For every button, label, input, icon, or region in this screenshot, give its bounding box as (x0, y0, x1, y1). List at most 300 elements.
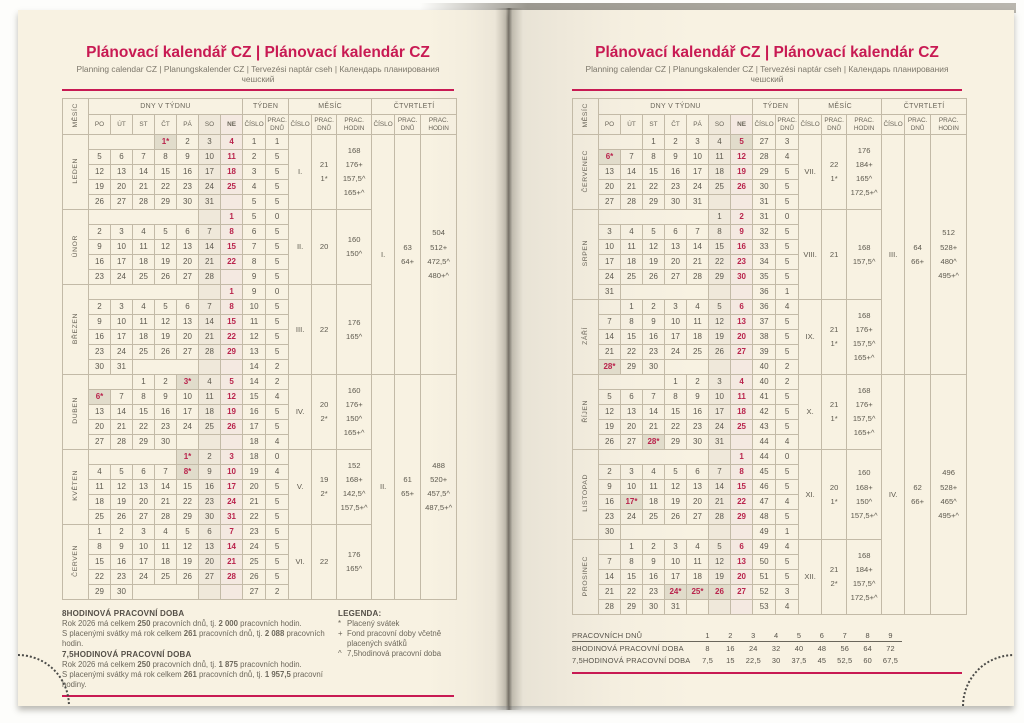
week-number-cell: 27 (243, 585, 266, 600)
day-cell: 7 (599, 315, 621, 330)
day-cell: 24 (687, 180, 709, 195)
day-cell: 10 (133, 540, 155, 555)
day-cell: 18 (731, 405, 753, 420)
day-cell: 16 (89, 330, 111, 345)
week-number-cell: 4 (243, 180, 266, 195)
day-cell: 1 (89, 525, 111, 540)
day-cell: 7 (687, 225, 709, 240)
week-workdays-cell: 5 (266, 150, 289, 165)
day-cell: 16 (199, 480, 221, 495)
day-cell: 9 (643, 315, 665, 330)
header-month-number: ČÍSLO (289, 115, 312, 135)
page-subtitle: Planning calendar CZ | Planungskalender CZ | Tervezési naptár cseh | Календарь планирования чешский (76, 64, 440, 85)
week-number-cell: 43 (753, 420, 776, 435)
week-workdays-cell: 5 (266, 480, 289, 495)
week-workdays-cell: 5 (776, 480, 799, 495)
scale-value: 64 (863, 644, 872, 654)
calendar-table-second-half (572, 98, 967, 615)
day-cell: 3 (665, 300, 687, 315)
day-cell: 3 (111, 225, 133, 240)
day-cell: 4 (621, 225, 643, 240)
day-cell: 17 (687, 165, 709, 180)
day-cell: 2 (687, 375, 709, 390)
week-workdays-cell: 5 (776, 240, 799, 255)
day-cell: 31 (687, 195, 709, 210)
header-day-po: PO (599, 115, 621, 135)
day-cell: 9 (89, 315, 111, 330)
legend-symbol: ^ (338, 649, 342, 659)
day-cell: 25 (643, 510, 665, 525)
month-name-label (573, 300, 599, 375)
quarter-workdays-cell: 62 66+ (905, 375, 931, 615)
month-name-label (573, 450, 599, 540)
day-cell: 5 (155, 300, 177, 315)
day-cell: 6 (731, 300, 753, 315)
work-time-section-title: 7,5HODINOVÁ PRACOVNÍ DOBA (62, 650, 192, 660)
header-day-čt: ČT (665, 115, 687, 135)
empty-day-cell (665, 360, 709, 375)
day-cell: 30 (731, 270, 753, 285)
day-cell: 14 (155, 480, 177, 495)
day-cell: 1 (621, 540, 643, 555)
month-row (63, 135, 457, 150)
day-cell: 7 (199, 225, 221, 240)
day-cell: 8 (133, 390, 155, 405)
day-cell: 30 (177, 195, 199, 210)
month-name: LEDEN (71, 158, 79, 184)
header-day-pá: PÁ (687, 115, 709, 135)
day-cell: 7 (155, 465, 177, 480)
page-right-content (572, 44, 962, 674)
day-cell: 29 (177, 510, 199, 525)
day-cell: 7 (199, 300, 221, 315)
day-cell: 24 (177, 420, 199, 435)
month-workdays-cell: 20 1* (822, 450, 847, 540)
month-workdays-cell: 21 1* (312, 135, 337, 210)
day-cell: 16 (687, 405, 709, 420)
month-name: ŘÍJEN (581, 399, 589, 423)
day-cell: 23 (89, 345, 111, 360)
day-cell: 17* (621, 495, 643, 510)
week-number-cell: 18 (243, 450, 266, 465)
day-cell: 12 (89, 165, 111, 180)
scale-value: 48 (817, 644, 827, 654)
day-cell: 22 (177, 495, 199, 510)
week-workdays-cell: 4 (776, 435, 799, 450)
day-cell: 17 (599, 255, 621, 270)
page-left (18, 10, 509, 706)
day-cell: 12 (155, 315, 177, 330)
header-quarter-workhours: PRAC. HODIN (931, 115, 967, 135)
day-cell: 25 (199, 420, 221, 435)
week-number-cell: 44 (753, 450, 776, 465)
day-cell: 23 (111, 570, 133, 585)
day-cell: 8 (621, 315, 643, 330)
day-cell: 16 (111, 555, 133, 570)
day-cell: 27 (665, 270, 687, 285)
week-number-cell: 22 (243, 510, 266, 525)
day-cell: 24 (599, 270, 621, 285)
work-hours-info (62, 607, 332, 689)
month-number-cell: V. (289, 450, 312, 525)
month-workhours-cell: 176 165^ (337, 525, 372, 600)
day-cell: 12 (665, 480, 687, 495)
month-name: DUBEN (71, 397, 79, 425)
day-cell: 8* (177, 465, 199, 480)
header-quarter-number: ČÍSLO (372, 115, 395, 135)
scale-value: 15 (726, 656, 735, 666)
day-cell: 29 (731, 510, 753, 525)
header-day-po: PO (89, 115, 111, 135)
scale-value: 16 (726, 644, 735, 654)
week-workdays-cell: 5 (266, 345, 289, 360)
day-cell: 20 (177, 330, 199, 345)
day-cell: 19 (89, 180, 111, 195)
day-cell: 9 (687, 390, 709, 405)
quarter-number-cell: III. (882, 135, 905, 375)
day-cell: 2 (665, 135, 687, 150)
day-cell: 11 (709, 150, 731, 165)
day-cell: 11 (643, 480, 665, 495)
scale-value: 45 (817, 656, 827, 666)
month-name: KVĚTEN (71, 470, 79, 502)
header-month-group: MĚSÍC (799, 99, 882, 115)
header-day-so: SO (709, 115, 731, 135)
day-cell: 5 (731, 135, 753, 150)
day-cell: 10 (709, 390, 731, 405)
day-cell: 18 (89, 495, 111, 510)
empty-day-cell (221, 585, 243, 600)
day-cell: 20 (599, 180, 621, 195)
day-cell: 28 (199, 270, 221, 285)
day-cell: 4 (133, 300, 155, 315)
table-header-groups (573, 99, 967, 115)
day-cell: 18 (133, 330, 155, 345)
empty-day-cell (199, 210, 221, 225)
month-workhours-cell: 168 176+ 157,5^ 165+^ (847, 300, 882, 375)
scale-row (572, 642, 902, 655)
week-number-cell: 5 (243, 195, 266, 210)
day-cell: 13 (89, 405, 111, 420)
day-cell: 25* (687, 585, 709, 600)
day-cell: 1 (731, 450, 753, 465)
day-cell: 20 (621, 420, 643, 435)
header-day-út: ÚT (111, 115, 133, 135)
day-cell: 10 (199, 150, 221, 165)
month-number-cell: III. (289, 285, 312, 375)
week-number-cell: 35 (753, 270, 776, 285)
day-cell: 10 (111, 240, 133, 255)
day-cell: 21 (599, 345, 621, 360)
day-cell: 3 (199, 135, 221, 150)
page-left-content (62, 44, 454, 697)
empty-day-cell (709, 450, 731, 465)
day-cell: 19 (221, 405, 243, 420)
day-cell: 22 (133, 420, 155, 435)
week-workdays-cell: 0 (266, 285, 289, 300)
day-cell: 24 (665, 345, 687, 360)
day-cell: 29 (155, 195, 177, 210)
header-day-ne: NE (221, 115, 243, 135)
day-cell: 1 (643, 135, 665, 150)
day-cell: 15 (621, 330, 643, 345)
month-workhours-cell: 168 176+ 157,5^ 165+^ (337, 135, 372, 210)
month-name-label (63, 210, 89, 285)
week-number-cell: 30 (753, 180, 776, 195)
day-cell: 1 (133, 375, 155, 390)
day-cell: 17 (665, 570, 687, 585)
month-number-cell: XI. (799, 450, 822, 540)
day-cell: 30 (687, 435, 709, 450)
day-cell: 3 (221, 450, 243, 465)
work-time-line: Rok 2026 má celkem 250 pracovních dnů, tj. 2 000 pracovních hodin. (62, 619, 302, 629)
day-cell: 15 (665, 405, 687, 420)
day-cell: 13 (177, 315, 199, 330)
day-cell: 26 (177, 570, 199, 585)
day-cell: 23 (665, 180, 687, 195)
day-cell: 4 (199, 375, 221, 390)
week-workdays-cell: 5 (266, 495, 289, 510)
day-cell: 9 (599, 480, 621, 495)
month-name: ZÁŘÍ (581, 326, 589, 345)
month-workdays-cell: 21 1* (822, 300, 847, 375)
day-cell: 14 (221, 540, 243, 555)
day-cell: 15 (155, 165, 177, 180)
week-workdays-cell: 5 (266, 255, 289, 270)
month-row (573, 375, 967, 390)
header-month-workdays: PRAC. DNŮ (312, 115, 337, 135)
empty-day-cell (599, 375, 665, 390)
day-cell: 8 (643, 150, 665, 165)
day-cell: 27 (177, 345, 199, 360)
month-name-label (63, 285, 89, 375)
day-cell: 11 (687, 555, 709, 570)
day-cell: 14 (199, 240, 221, 255)
day-cell: 28 (199, 345, 221, 360)
week-workdays-cell: 2 (266, 375, 289, 390)
day-cell: 1 (621, 300, 643, 315)
week-number-cell: 14 (243, 360, 266, 375)
b: 261 (183, 629, 197, 639)
week-number-cell: 10 (243, 300, 266, 315)
day-cell: 30 (599, 525, 621, 540)
week-workdays-cell: 5 (266, 165, 289, 180)
week-workdays-cell: 2 (776, 375, 799, 390)
empty-day-cell (731, 525, 753, 540)
day-cell: 1 (665, 375, 687, 390)
footer-rule (62, 695, 454, 697)
scale-value: 30 (771, 656, 781, 666)
week-number-cell: 23 (243, 525, 266, 540)
week-workdays-cell: 5 (776, 420, 799, 435)
scale-row-label: PRACOVNÍCH DNŮ (572, 629, 696, 642)
day-cell: 4 (731, 375, 753, 390)
month-workdays-cell: 21 (822, 210, 847, 300)
workdays-scale-table (572, 629, 902, 666)
legend-item (338, 649, 454, 658)
day-cell: 11 (731, 390, 753, 405)
empty-day-cell (621, 525, 709, 540)
header-quarter-group: ČTVRTLETÍ (882, 99, 967, 115)
title-rule (62, 89, 454, 91)
day-cell: 19 (155, 330, 177, 345)
day-cell: 15 (133, 405, 155, 420)
legend-item (338, 619, 454, 628)
day-cell: 30 (643, 600, 665, 615)
day-cell: 26 (111, 510, 133, 525)
day-cell: 19 (731, 165, 753, 180)
day-cell: 2 (111, 525, 133, 540)
week-workdays-cell: 5 (266, 270, 289, 285)
legend-text: 7,5hodinová pracovní doba (347, 649, 442, 659)
scale-value: 6 (810, 629, 833, 642)
day-cell: 15 (643, 165, 665, 180)
day-cell: 28 (155, 510, 177, 525)
day-cell: 13 (731, 555, 753, 570)
day-cell: 28* (643, 435, 665, 450)
week-number-cell: 14 (243, 375, 266, 390)
day-cell: 26 (221, 420, 243, 435)
day-cell: 16 (89, 255, 111, 270)
day-cell: 23 (643, 585, 665, 600)
day-cell: 4 (687, 540, 709, 555)
footer-rule (572, 672, 962, 674)
header-quarter-group: ČTVRTLETÍ (372, 99, 457, 115)
week-workdays-cell: 5 (266, 240, 289, 255)
scale-value: 9 (879, 629, 902, 642)
scale-value: 52,5 (837, 656, 853, 666)
day-cell: 22 (155, 180, 177, 195)
day-cell: 17 (665, 330, 687, 345)
empty-day-cell (599, 540, 621, 555)
empty-day-cell (599, 135, 643, 150)
week-workdays-cell: 5 (776, 315, 799, 330)
day-cell: 4 (709, 135, 731, 150)
week-workdays-cell: 5 (266, 525, 289, 540)
day-cell: 27 (177, 270, 199, 285)
day-cell: 20 (89, 420, 111, 435)
legend-item (338, 629, 454, 648)
month-name-label (63, 135, 89, 210)
day-cell: 12 (709, 555, 731, 570)
day-cell: 14 (199, 315, 221, 330)
header-days-group: DNY V TÝDNU (599, 99, 753, 115)
month-name-label (63, 450, 89, 525)
header-week-group: TÝDEN (753, 99, 799, 115)
day-cell: 20 (731, 330, 753, 345)
day-cell: 1 (221, 285, 243, 300)
day-cell: 13 (111, 165, 133, 180)
day-cell: 26 (599, 435, 621, 450)
week-workdays-cell: 0 (266, 450, 289, 465)
day-cell: 18 (643, 495, 665, 510)
week-workdays-cell: 5 (776, 165, 799, 180)
legend-symbol: + (338, 629, 343, 639)
day-cell: 13 (599, 165, 621, 180)
quarter-workhours-cell: 488 520+ 457,5^ 487,5+^ (421, 375, 457, 600)
day-cell: 5 (643, 225, 665, 240)
day-cell: 23 (155, 420, 177, 435)
day-cell: 18 (687, 330, 709, 345)
day-cell: 11 (133, 315, 155, 330)
month-workhours-cell: 160 150^ (337, 210, 372, 285)
header-quarter-workdays: PRAC. DNŮ (395, 115, 421, 135)
day-cell: 25 (89, 510, 111, 525)
quarter-workhours-cell: 496 528+ 465^ 495+^ (931, 375, 967, 615)
day-cell: 29 (643, 195, 665, 210)
day-cell: 25 (133, 270, 155, 285)
day-cell: 4 (155, 525, 177, 540)
header-month-column (573, 99, 599, 135)
week-number-cell: 26 (243, 570, 266, 585)
day-cell: 21 (111, 420, 133, 435)
week-workdays-cell: 3 (776, 135, 799, 150)
day-cell: 21 (199, 330, 221, 345)
month-row (63, 375, 457, 390)
week-number-cell: 47 (753, 495, 776, 510)
day-cell: 4 (221, 135, 243, 150)
day-cell: 3 (111, 300, 133, 315)
header-day-čt: ČT (155, 115, 177, 135)
day-cell: 18 (221, 165, 243, 180)
day-cell: 16 (599, 495, 621, 510)
day-cell: 10 (687, 150, 709, 165)
day-cell: 27 (89, 435, 111, 450)
header-month-workhours: PRAC. HODIN (847, 115, 882, 135)
scale-value: 56 (840, 644, 850, 654)
day-cell: 5 (177, 525, 199, 540)
scale-value: 7,5 (702, 656, 714, 666)
day-cell: 16 (643, 330, 665, 345)
week-workdays-cell: 5 (776, 345, 799, 360)
week-number-cell: 42 (753, 405, 776, 420)
day-cell: 19 (599, 420, 621, 435)
empty-day-cell (221, 270, 243, 285)
week-number-cell: 49 (753, 525, 776, 540)
week-workdays-cell: 2 (266, 585, 289, 600)
day-cell: 25 (621, 270, 643, 285)
week-number-cell: 29 (753, 165, 776, 180)
day-cell: 6 (133, 465, 155, 480)
week-workdays-cell: 5 (266, 195, 289, 210)
month-workdays-cell: 21 2* (822, 540, 847, 615)
month-workdays-cell: 20 (312, 210, 337, 285)
day-cell: 10 (177, 390, 199, 405)
day-cell: 9 (111, 540, 133, 555)
quarter-number-cell: IV. (882, 375, 905, 615)
header-week-number: ČÍSLO (753, 115, 776, 135)
day-cell: 23 (199, 495, 221, 510)
month-workhours-cell: 160 176+ 150^ 165+^ (337, 375, 372, 450)
empty-day-cell (199, 285, 221, 300)
day-cell: 19 (665, 495, 687, 510)
day-cell: 2 (177, 135, 199, 150)
week-number-cell: 40 (753, 360, 776, 375)
day-cell: 22 (621, 585, 643, 600)
week-workdays-cell: 5 (776, 255, 799, 270)
day-cell: 28 (709, 510, 731, 525)
week-number-cell: 36 (753, 285, 776, 300)
day-cell: 13 (665, 240, 687, 255)
page-subtitle: Planning calendar CZ | Planungskalender CZ | Tervezési naptár cseh | Календарь планирования чешский (585, 64, 949, 85)
month-workdays-cell: 21 1* (822, 375, 847, 450)
week-workdays-cell: 5 (776, 270, 799, 285)
day-cell: 26 (155, 345, 177, 360)
week-number-cell: 49 (753, 540, 776, 555)
day-cell: 9 (665, 150, 687, 165)
month-name: BŘEZEN (71, 312, 79, 344)
quarter-workdays-cell: 61 65+ (395, 375, 421, 600)
